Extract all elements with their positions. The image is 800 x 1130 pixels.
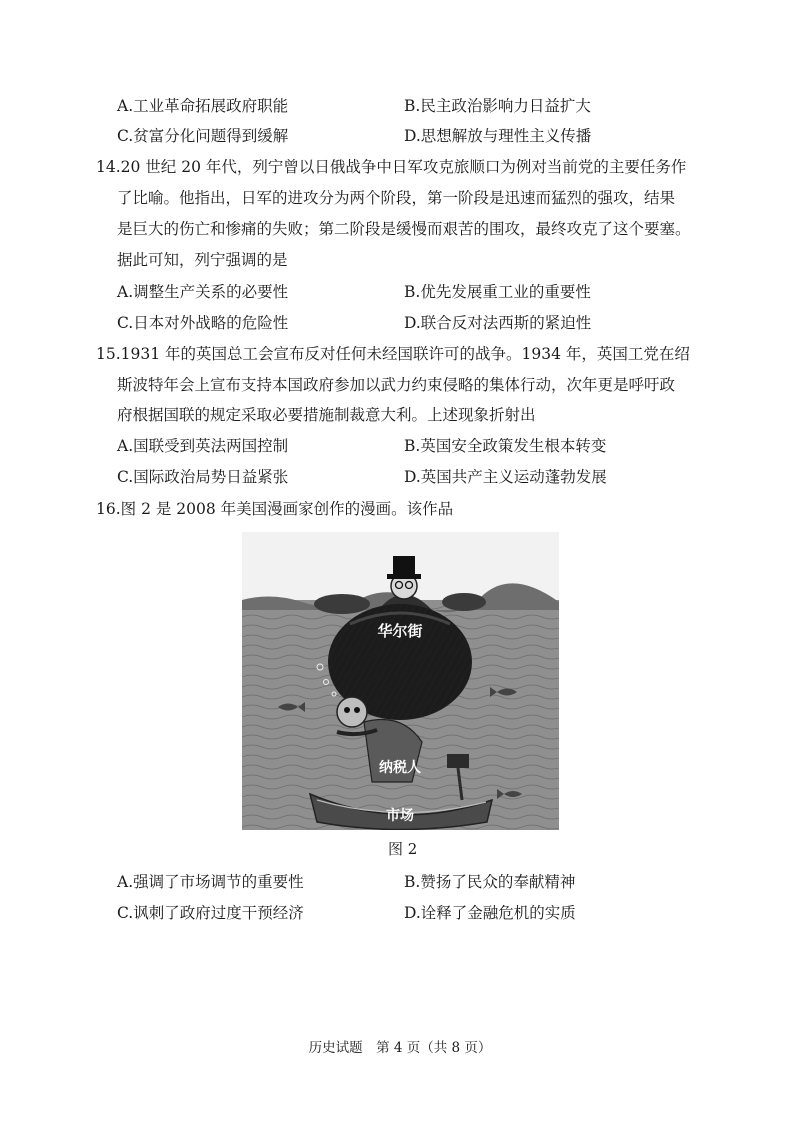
q14-stem-line: 14.20 世纪 20 年代，列宁曾以日俄战争中日军攻克旅顺口为例对当前党的主要任务作 xyxy=(96,158,687,176)
q15-stem-line: 斯波特年会上宣布支持本国政府参加以武力约束侵略的集体行动，次年更是呼吁政 xyxy=(117,376,676,394)
q15-stem-line: 府根据国联的规定采取必要措施制裁意大利。上述现象折射出 xyxy=(117,406,536,424)
page-footer: 历史试题 第 4 页（共 8 页） xyxy=(308,1040,492,1056)
market-label: 市场 xyxy=(386,808,414,824)
q16-option-d: D.诠释了金融危机的实质 xyxy=(404,904,576,922)
q14-option-a: A.调整生产关系的必要性 xyxy=(117,283,289,301)
q15-option-c: C.国际政治局势日益紧张 xyxy=(117,468,289,486)
q14-stem-line: 了比喻。他指出，日军的进攻分为两个阶段，第一阶段是迅速而猛烈的强攻，结果 xyxy=(117,189,676,207)
q14-stem-line: 是巨大的伤亡和惨痛的失败；第二阶段是缓慢而艰苦的围攻，最终攻克了这个要塞。 xyxy=(117,220,691,238)
q16-option-b: B.赞扬了民众的奉献精神 xyxy=(404,873,576,891)
taxpayer-label: 纳税人 xyxy=(379,760,421,776)
q13-option-a: A.工业革命拓展政府职能 xyxy=(117,97,289,115)
q15-option-b: B.英国安全政策发生根本转变 xyxy=(404,437,607,455)
q13-option-b: B.民主政治影响力日益扩大 xyxy=(404,97,591,115)
q13-option-c: C.贫富分化问题得到缓解 xyxy=(117,127,289,145)
q14-option-c: C.日本对外战略的危险性 xyxy=(117,314,289,332)
outboard-motor-icon xyxy=(447,754,469,768)
wallstreet-label: 华尔街 xyxy=(377,622,423,640)
q14-option-b: B.优先发展重工业的重要性 xyxy=(404,283,591,301)
figure-caption: 图 2 xyxy=(388,840,418,858)
q16-stem-line: 16.图 2 是 2008 年美国漫画家创作的漫画。该作品 xyxy=(96,500,454,518)
q15-option-d: D.英国共产主义运动蓬勃发展 xyxy=(404,468,607,486)
q14-stem-line: 据此可知，列宁强调的是 xyxy=(117,251,288,269)
q15-option-a: A.国联受到英法两国控制 xyxy=(117,437,289,455)
cartoon-figure xyxy=(242,532,559,830)
q13-option-d: D.思想解放与理性主义传播 xyxy=(404,127,592,145)
q14-option-d: D.联合反对法西斯的紧迫性 xyxy=(404,314,592,332)
q16-option-c: C.讽刺了政府过度干预经济 xyxy=(117,904,304,922)
q15-stem-line: 15.1931 年的英国总工会宣布反对任何未经国联许可的战争。1934 年，英国工党在绍 xyxy=(96,345,690,363)
q16-option-a: A.强调了市场调节的重要性 xyxy=(117,873,304,891)
